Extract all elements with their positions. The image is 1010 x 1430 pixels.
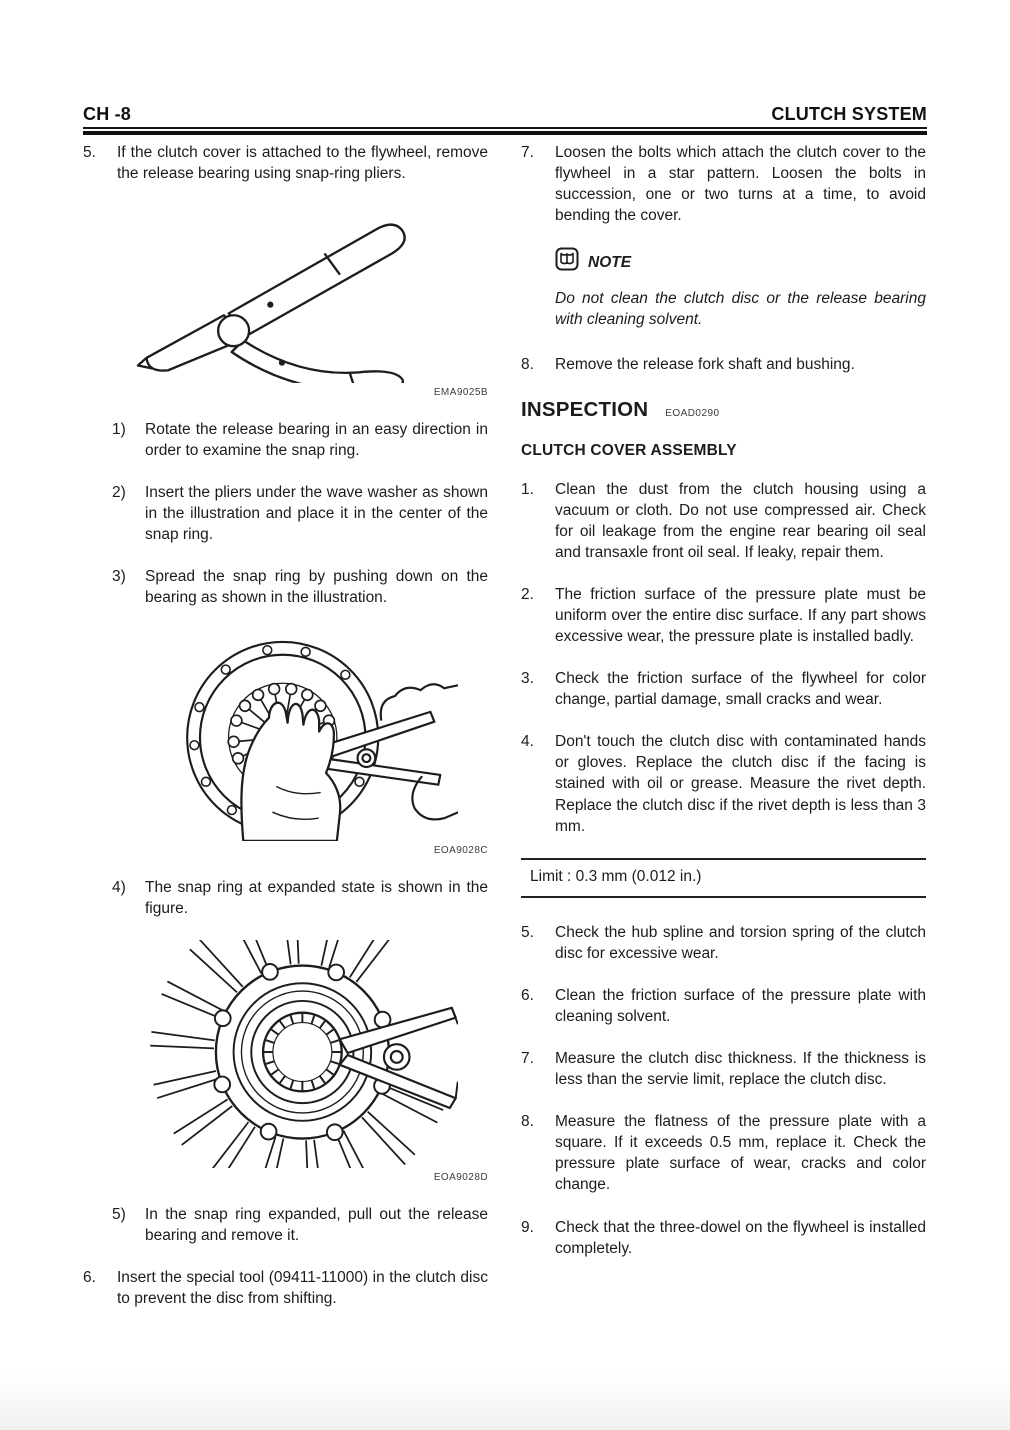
note-label: NOTE (588, 253, 632, 271)
step-number: 6. (521, 986, 534, 1004)
snap-ring-expanded-figure (133, 940, 488, 1168)
step-number: 6. (83, 1268, 96, 1286)
figure-caption: EOA9028D (433, 1172, 488, 1184)
inspection-item-9 (521, 1217, 926, 1259)
step-text: Loosen the bolts which attach the clutch cover to the flywheel in a star pattern. Loosen the bolts in succession, one or two turns at a time, to avoid bending the cover. (555, 144, 926, 225)
snap-ring-pliers-figure (135, 205, 488, 383)
page-code: CH -8 (83, 104, 132, 124)
step-text: Don't touch the clutch disc with contaminated hands or gloves. Replace the clutch disc if the facing is stained with oil or grease. Measure the rivet depth. Replace the clutch disc if the rivet depth is less than 3 mm. (555, 733, 926, 835)
step-number: 3. (521, 670, 534, 688)
substep-number: 3) (112, 568, 126, 586)
substep-2 (112, 482, 488, 545)
inspection-item-3 (521, 668, 926, 710)
step-number: 7. (521, 144, 534, 161)
step-number: 9. (521, 1218, 534, 1236)
step-text: Clean the friction surface of the pressure plate with cleaning solvent. (555, 986, 926, 1025)
substep-text: Insert the pliers under the wave washer as shown in the illustration and place it in the center of the snap ring. (145, 483, 488, 544)
inspection-item-7 (521, 1048, 926, 1090)
substep-text: Rotate the release bearing in an easy direction in order to examine the snap ring. (145, 420, 488, 459)
substep-text: In the snap ring expanded, pull out the release bearing and remove it. (145, 1205, 488, 1244)
header-rule-thick (83, 131, 927, 135)
step-text: Remove the release fork shaft and bushing. (555, 355, 855, 373)
two-column-body (83, 142, 927, 1330)
step-number: 5. (521, 923, 534, 941)
step-8 (521, 354, 926, 375)
assembly-subheading: CLUTCH COVER ASSEMBLY (521, 441, 737, 459)
step-number: 4. (521, 733, 534, 751)
page-header (83, 104, 927, 135)
substep-1 (112, 419, 488, 461)
step-text: Check the hub spline and torsion spring of the clutch disc for excessive wear. (555, 923, 926, 962)
step-number: 7. (521, 1050, 534, 1068)
step-5 (83, 142, 488, 184)
inspection-item-5 (521, 922, 926, 964)
step-6 (83, 1267, 488, 1309)
substep-4 (112, 877, 488, 919)
figure-caption: EMA9025B (433, 387, 488, 399)
inspection-item-2 (521, 584, 926, 647)
step-text: Insert the special tool (09411-11000) in the clutch disc to prevent the disc from shifting. (117, 1268, 488, 1307)
right-column (521, 142, 926, 1330)
note-block (555, 247, 926, 330)
inspection-code: EOAD0290 (665, 407, 720, 419)
step-text: Clean the dust from the clutch housing using a vacuum or cloth. Do not use compressed air. Check for oil leakage from the engine rear bearing oil seal and transaxle front oil seal. If leaky, repair them. (555, 480, 926, 561)
substep-number: 1) (112, 420, 126, 438)
step-text: If the clutch cover is attached to the flywheel, remove the release bearing using snap-ring pliers. (117, 144, 488, 183)
substep-number: 2) (112, 483, 126, 501)
inspection-item-8 (521, 1111, 926, 1195)
inspection-item-1 (521, 479, 926, 563)
inspection-heading (521, 396, 926, 424)
step-text: The friction surface of the pressure plate must be uniform over the entire disc surface. If any part shows excessive wear, the pressure plate is installed badly. (555, 585, 926, 646)
substep-number: 4) (112, 878, 126, 896)
press-bearing-figure (133, 629, 488, 841)
substep-number: 5) (112, 1205, 126, 1223)
substep-3 (112, 566, 488, 608)
substep-text: The snap ring at expanded state is shown in the figure. (145, 878, 488, 917)
note-book-icon (555, 247, 579, 277)
step-number: 8. (521, 355, 534, 373)
step-text: Check the friction surface of the flywheel for color change, partial damage, small cracks and wear. (555, 670, 926, 709)
step-number: 1. (521, 480, 534, 498)
step-text: Measure the clutch disc thickness. If the thickness is less than the servie limit, replace the clutch disc. (555, 1050, 926, 1089)
step-number: 5. (83, 144, 96, 161)
substep-5 (112, 1204, 488, 1246)
step-7 (521, 142, 926, 226)
note-text: Do not clean the clutch disc or the release bearing with cleaning solvent. (555, 290, 926, 329)
substep-text: Spread the snap ring by pushing down on the bearing as shown in the illustration. (145, 568, 488, 607)
left-column (83, 142, 488, 1330)
service-limit: Limit : 0.3 mm (0.012 in.) (521, 858, 926, 898)
inspection-title: INSPECTION (521, 397, 649, 421)
step-number: 8. (521, 1113, 534, 1131)
inspection-item-6 (521, 985, 926, 1027)
figure-caption: EOA9028C (433, 845, 488, 857)
inspection-item-4 (521, 731, 926, 836)
step-text: Check that the three-dowel on the flywheel is installed completely. (555, 1218, 926, 1257)
step-number: 2. (521, 585, 534, 603)
step-text: Measure the flatness of the pressure plate with a square. If it exceeds 0.5 mm, replace it. Check the pressure plate surface of wear, cracks and color change. (555, 1113, 926, 1194)
section-title: CLUTCH SYSTEM (771, 104, 927, 124)
header-rule-thin (83, 127, 927, 129)
